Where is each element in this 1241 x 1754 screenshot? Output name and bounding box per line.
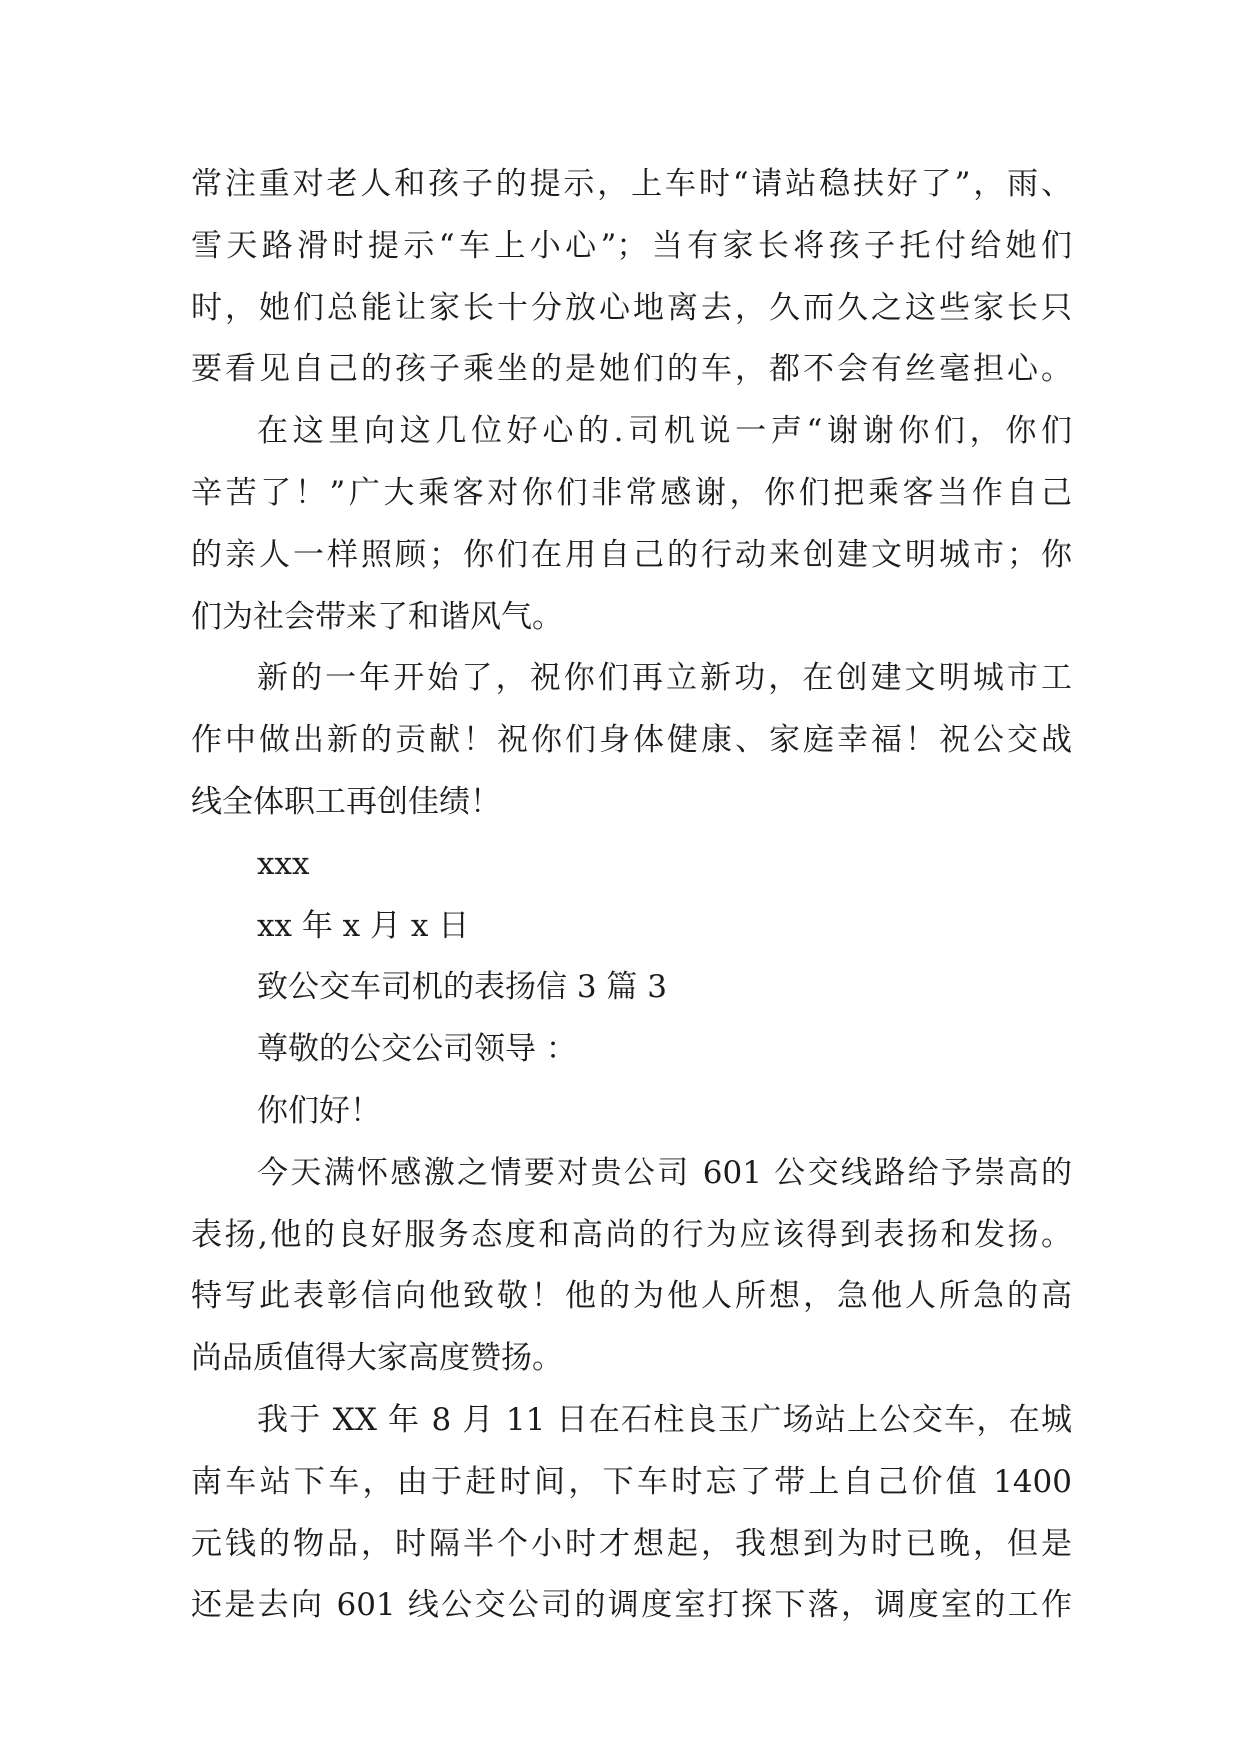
paragraph [191,401,1072,648]
text-line: 南车站下车，由于赶时间，下车时忘了带上自己价值 1400 [191,1463,1072,1500]
text-line: 还是去向 601 线公交公司的调度室打探下落，调度室的工作 [191,1587,1072,1624]
text-line: 我于 XX 年 8 月 11 日在石柱良玉广场站上公交车，在城 [257,1401,1072,1438]
text-line: 新的一年开始了，祝你们再立新功，在创建文明城市工 [257,660,1072,697]
text-line: 致公交车司机的表扬信 3 篇 3 [257,969,668,1006]
text-line: 常注重对老人和孩子的提示，上车时“请站稳扶好了”，雨、 [191,166,1072,202]
text-line: xx 年 x 月 x 日 [257,907,470,944]
text-line: 的亲人一样照顾；你们在用自己的行动来创建文明城市；你 [191,536,1072,573]
text-line: 今天满怀感激之情要对贵公司 601 公交线路给予崇高的 [257,1154,1072,1191]
text-line: 在这里向这几位好心的.司机说一声“谢谢你们，你们 [257,413,1072,450]
signature-date [191,896,1072,958]
text-line: 雪天路滑时提示“车上小心”；当有家长将孩子托付给她们 [191,227,1072,264]
text-line: 时，她们总能让家长十分放心地离去，久而久之这些家长只 [191,289,1072,326]
text-line: 辛苦了！”广大乘客对你们非常感谢，你们把乘客当作自己 [191,474,1072,511]
paragraph [191,154,1072,401]
letter-salutation [191,1019,1072,1081]
paragraph [191,648,1072,833]
text-line: xxx [257,845,310,882]
text-line: 们为社会带来了和谐风气。 [191,598,563,635]
letter-greeting [191,1081,1072,1143]
signature-name [191,834,1072,896]
text-line: 尚品质值得大家高度赞扬。 [191,1340,563,1377]
text-line: 尊敬的公交公司领导 ： [257,1031,577,1068]
text-line: 表扬,他的良好服务态度和高尚的行为应该得到表扬和发扬。 [191,1216,1072,1253]
text-line: 你们好！ [257,1092,381,1129]
text-line: 作中做出新的贡献！祝你们身体健康、家庭幸福！祝公交战 [191,722,1072,759]
section-heading [191,957,1072,1019]
paragraph [191,1143,1072,1390]
text-line: 元钱的物品，时隔半个小时才想起，我想到为时已晚，但是 [191,1525,1072,1562]
document-page [191,154,1072,1637]
text-line: 要看见自己的孩子乘坐的是她们的车，都不会有丝毫担心。 [191,351,1072,388]
text-line: 线全体职工再创佳绩！ [191,783,501,820]
text-line: 特写此表彰信向他致敬！他的为他人所想，急他人所急的高 [191,1278,1072,1315]
paragraph [191,1390,1072,1637]
